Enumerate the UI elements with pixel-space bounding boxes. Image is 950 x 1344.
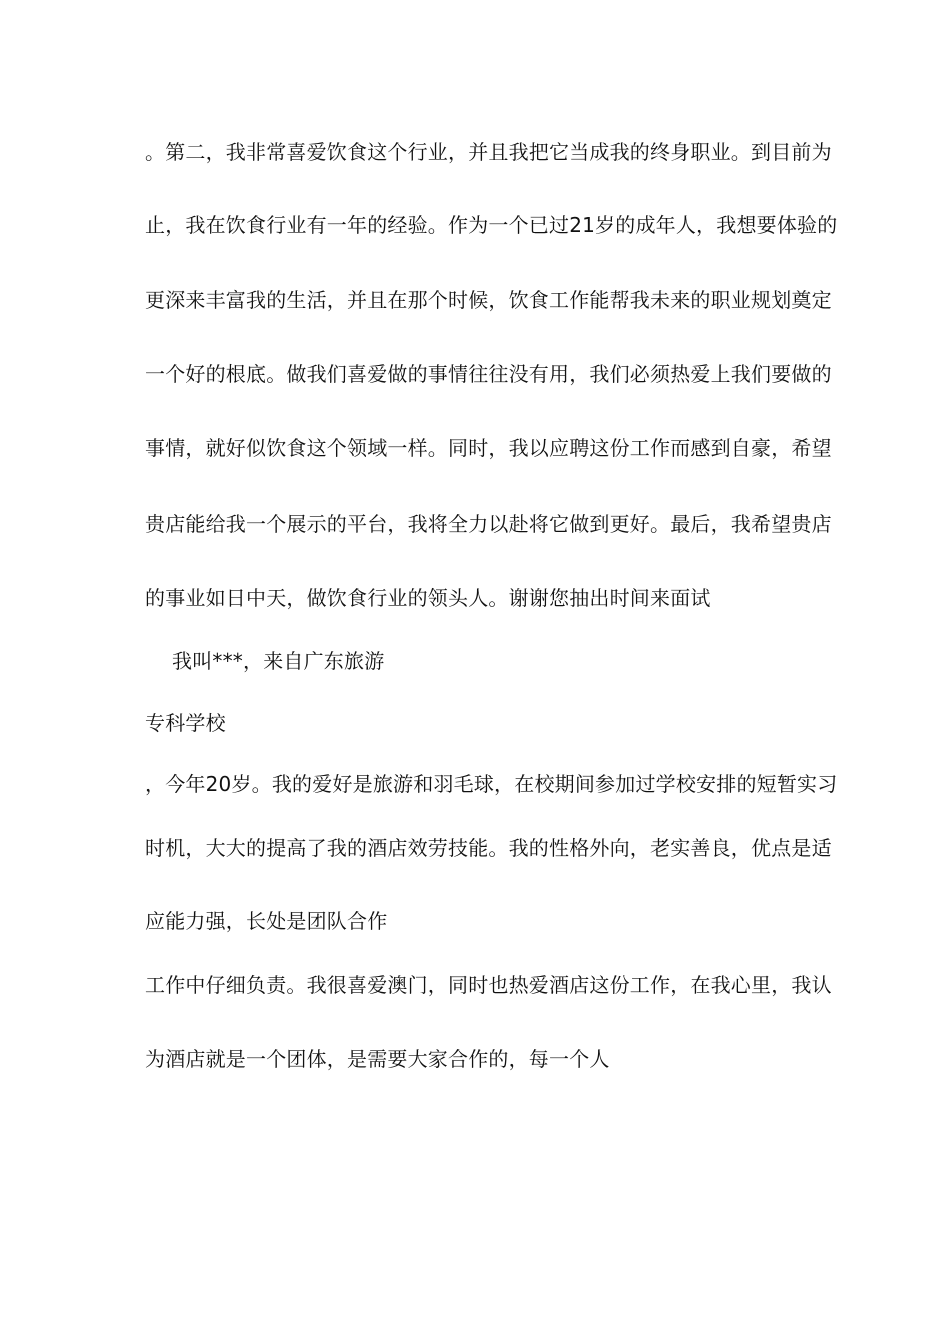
- paragraph-line: 工作中仔细负责。我很喜爱澳门，同时也热爱酒店这份工作，在我心里，我认: [145, 973, 832, 997]
- paragraph-line: 。第二，我非常喜爱饮食这个行业，并且我把它当成我的终身职业。到目前为: [145, 140, 832, 164]
- paragraph-line: 贵店能给我一个展示的平台，我将全力以赴将它做到更好。最后，我希望贵店: [145, 512, 832, 536]
- paragraph-line: 一个好的根底。做我们喜爱做的事情往往没有用，我们必须热爱上我们要做的: [145, 362, 832, 386]
- paragraph-line: 时机，大大的提高了我的酒店效劳技能。我的性格外向，老实善良，优点是适: [145, 836, 832, 860]
- paragraph-line: ，今年20岁。我的爱好是旅游和羽毛球，在校期间参加过学校安排的短暂实习: [145, 772, 838, 796]
- paragraph-line: 应能力强，长处是团队合作: [145, 909, 388, 933]
- paragraph-line: 为酒店就是一个团体，是需要大家合作的，每一个人: [145, 1047, 610, 1071]
- paragraph-line: 更深来丰富我的生活，并且在那个时候，饮食工作能帮我未来的职业规划奠定: [145, 288, 832, 312]
- paragraph-line: 事情，就好似饮食这个领域一样。同时，我以应聘这份工作而感到自豪，希望: [145, 436, 832, 460]
- paragraph-line: 专科学校: [145, 711, 226, 735]
- paragraph-line: 的事业如日中天，做饮食行业的领头人。谢谢您抽出时间来面试: [145, 586, 711, 610]
- paragraph-line: 止，我在饮食行业有一年的经验。作为一个已过21岁的成年人，我想要体验的: [145, 213, 838, 237]
- paragraph-line: 我叫***，来自广东旅游: [172, 649, 385, 673]
